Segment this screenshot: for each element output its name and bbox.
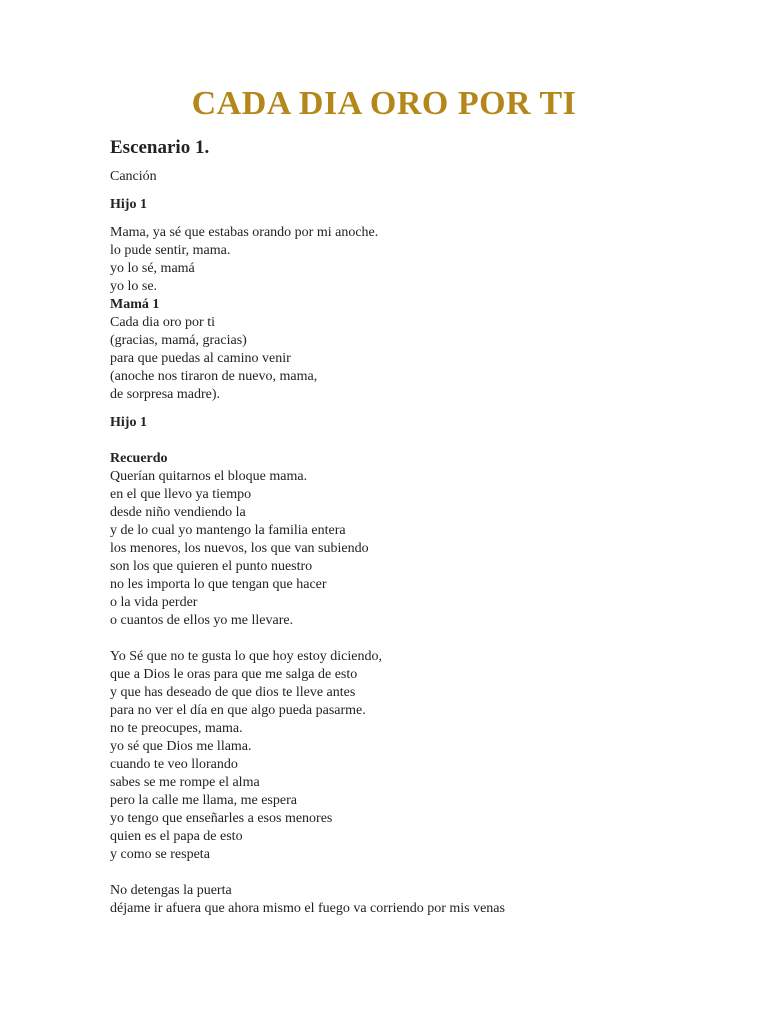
lyric-line: Yo Sé que no te gusta lo que hoy estoy diciendo,: [110, 649, 382, 664]
lyric-line: cuando te veo llorando: [110, 757, 238, 772]
spacer: [110, 864, 730, 882]
lyric-line: o cuantos de ellos yo me llevare.: [110, 613, 294, 628]
lyric-line: y que has deseado de que dios te lleve antes: [110, 685, 356, 700]
spacer: [110, 214, 730, 224]
speaker-label: Hijo 1: [110, 415, 147, 430]
lyric-line: que a Dios le oras para que me salga de esto: [110, 667, 358, 682]
lyric-line: y como se respeta: [110, 847, 210, 862]
lyric-line: Mama, ya sé que estabas orando por mi anoche.: [110, 225, 379, 240]
lyric-line: déjame ir afuera que ahora mismo el fuego va corriendo por mis venas: [110, 901, 505, 916]
lyric-line: para no ver el día en que algo pueda pasarme.: [110, 703, 366, 718]
lyric-line: pero la calle me llama, me espera: [110, 793, 297, 808]
spacer: [110, 630, 730, 648]
lyric-line: son los que quieren el punto nuestro: [110, 559, 313, 574]
lyric-line: desde niño vendiendo la: [110, 505, 246, 520]
document-body: [110, 136, 730, 918]
lyric-line: yo sé que Dios me llama.: [110, 739, 252, 754]
spacer: [110, 186, 730, 196]
scene-heading: Escenario 1.: [110, 137, 210, 158]
lyrics-lines: [110, 168, 730, 918]
lyric-line: yo lo se.: [110, 279, 158, 294]
lyric-line: quien es el papa de esto: [110, 829, 243, 844]
lyric-line: en el que llevo ya tiempo: [110, 487, 252, 502]
lyric-line: (anoche nos tiraron de nuevo, mama,: [110, 369, 318, 384]
lyric-line: los menores, los nuevos, los que van subiendo: [110, 541, 369, 556]
lyric-line: (gracias, mamá, gracias): [110, 333, 247, 348]
lyric-line: de sorpresa madre).: [110, 387, 221, 402]
speaker-label: Hijo 1: [110, 197, 147, 212]
lyric-line: sabes se me rompe el alma: [110, 775, 260, 790]
speaker-label: Recuerdo: [110, 451, 168, 466]
lyric-line: Querían quitarnos el bloque mama.: [110, 469, 308, 484]
document-title: CADA DIA ORO POR TI: [191, 85, 577, 122]
lyric-line: Cada dia oro por ti: [110, 315, 215, 330]
speaker-label: Mamá 1: [110, 297, 160, 312]
lyric-line: yo lo sé, mamá: [110, 261, 195, 276]
lyric-line: y de lo cual yo mantengo la familia entera: [110, 523, 346, 538]
lyric-line: lo pude sentir, mama.: [110, 243, 231, 258]
lyric-line: yo tengo que enseñarles a esos menores: [110, 811, 333, 826]
lyric-line: Canción: [110, 169, 157, 184]
spacer: [110, 432, 730, 450]
lyric-line: para que puedas al camino venir: [110, 351, 291, 366]
lyric-line: No detengas la puerta: [110, 883, 232, 898]
lyric-line: o la vida perder: [110, 595, 198, 610]
spacer: [110, 404, 730, 414]
lyric-line: no les importa lo que tengan que hacer: [110, 577, 327, 592]
lyric-line: no te preocupes, mama.: [110, 721, 243, 736]
